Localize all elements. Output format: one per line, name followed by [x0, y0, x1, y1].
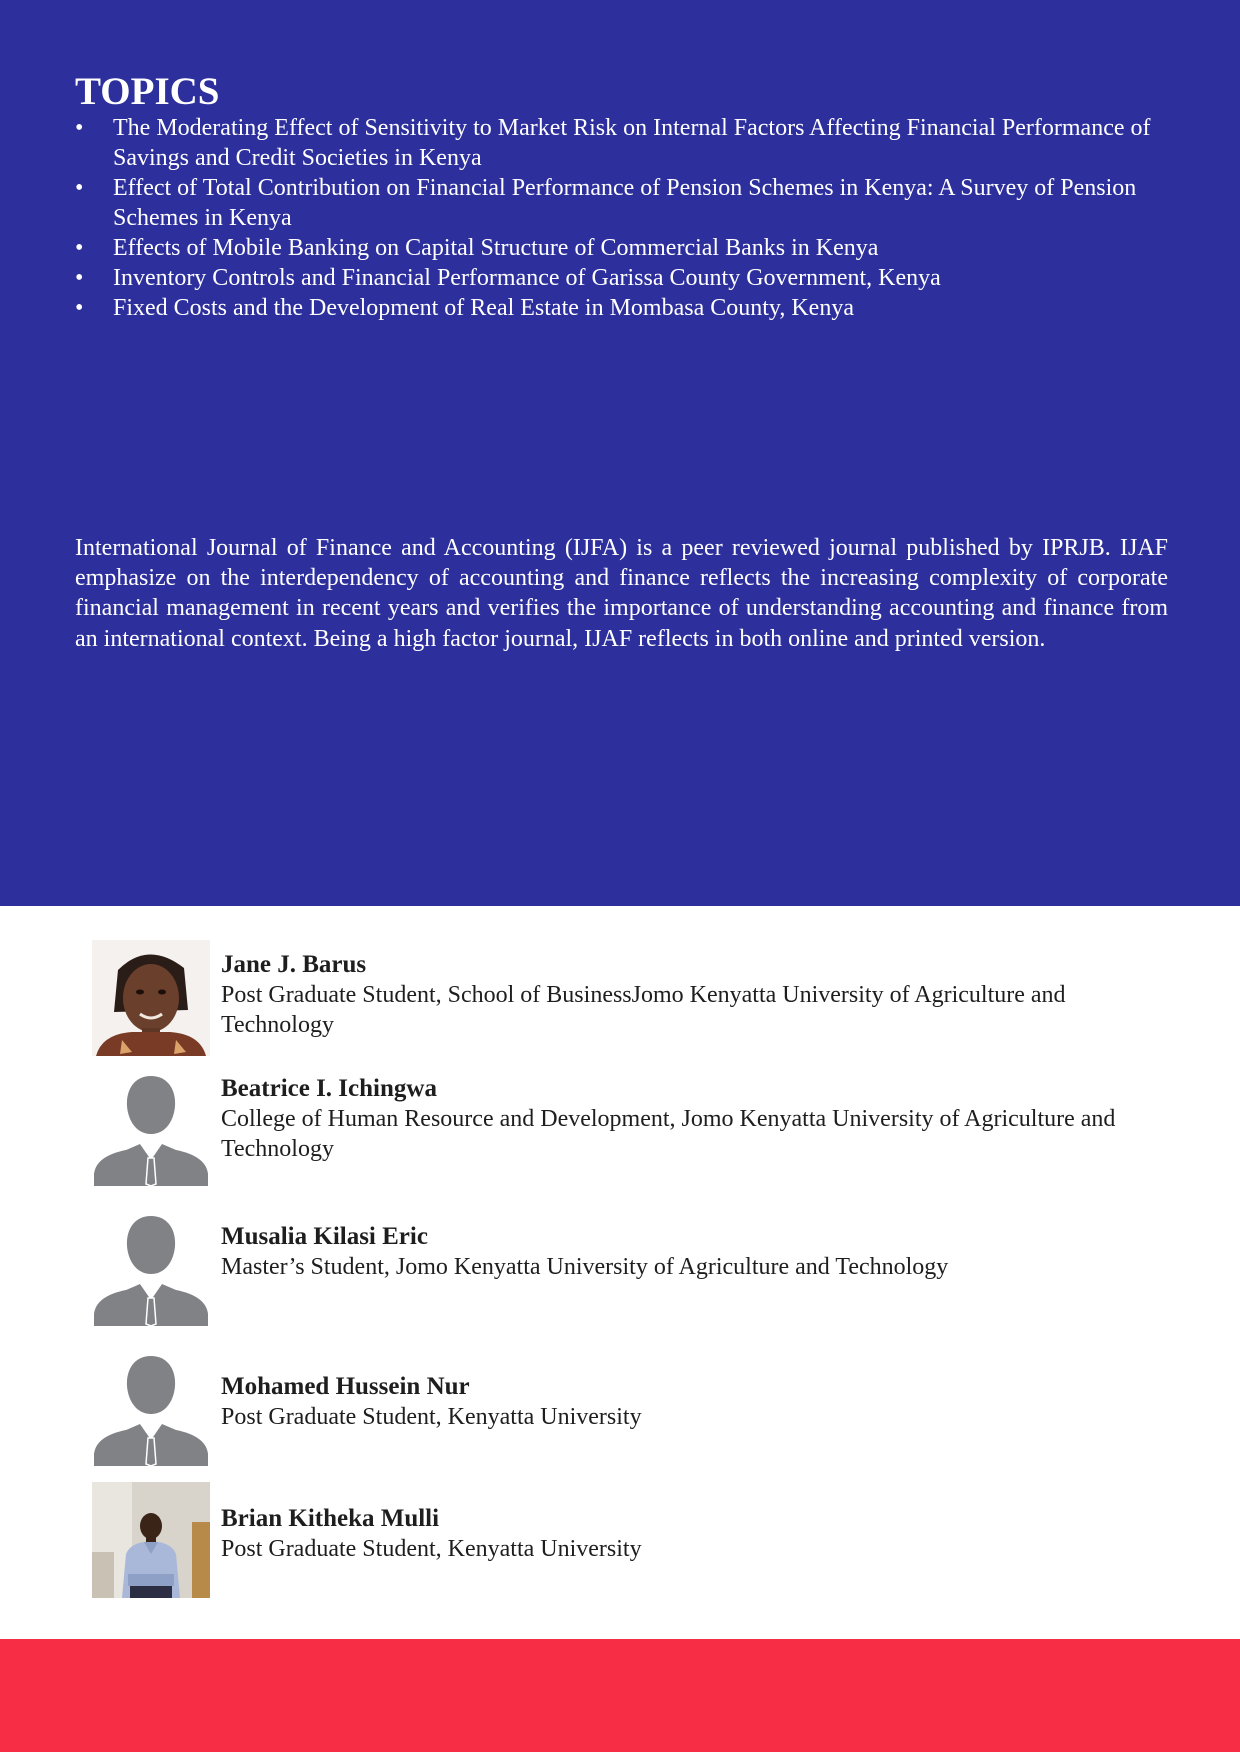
avatar-placeholder-icon — [92, 1070, 210, 1186]
bullet-icon: • — [75, 265, 84, 291]
topic-text: The Moderating Effect of Sensitivity to Market Risk on Internal Factors Affecting Financial Performance of Savings and Credit Societies in Kenya — [113, 115, 1151, 171]
footer-band — [0, 1639, 1240, 1752]
author-card — [92, 1200, 1172, 1320]
author-affiliation: Post Graduate Student, Kenyatta University — [221, 1404, 642, 1430]
author-affiliation: Post Graduate Student, School of BusinessJomo Kenyatta University of Agriculture and Technology — [221, 982, 1066, 1038]
topic-item — [75, 113, 1168, 173]
author-name: Jane J. Barus — [221, 951, 367, 978]
topic-text: Fixed Costs and the Development of Real Estate in Mombasa County, Kenya — [113, 295, 854, 321]
topics-title: TOPICS — [75, 70, 220, 113]
author-affiliation: College of Human Resource and Development, Jomo Kenyatta University of Agriculture and Technology — [221, 1106, 1116, 1162]
author-card — [92, 1064, 1172, 1184]
author-photo — [92, 1482, 210, 1598]
journal-description: International Journal of Finance and Accounting (IJFA) is a peer reviewed journal published by IPRJB. IJAF emphasize on the interdependency of accounting and finance reflects the increasing complexity of corporate financial management in recent years and verifies the importance of understanding accounting and finance from an international context. Being a high factor journal, IJAF reflects in both online and printed version. — [75, 535, 1168, 652]
bullet-icon: • — [75, 235, 84, 261]
author-name: Brian Kitheka Mulli — [221, 1505, 440, 1532]
topic-text: Effects of Mobile Banking on Capital Structure of Commercial Banks in Kenya — [113, 235, 879, 261]
author-photo — [92, 940, 210, 1056]
author-name: Musalia Kilasi Eric — [221, 1223, 428, 1250]
topic-item — [75, 173, 1168, 233]
topic-text: Effect of Total Contribution on Financial Performance of Pension Schemes in Kenya: A Survey of Pension Schemes in Kenya — [113, 175, 1137, 231]
topic-item — [75, 263, 1168, 293]
topic-item — [75, 233, 1168, 263]
avatar-placeholder-icon — [92, 1350, 210, 1466]
topics-list — [75, 113, 1168, 323]
topic-item — [75, 293, 1168, 323]
avatar-placeholder-icon — [92, 1210, 210, 1326]
author-card — [92, 1482, 1172, 1602]
topic-text: Inventory Controls and Financial Performance of Garissa County Government, Kenya — [113, 265, 941, 291]
author-name: Beatrice I. Ichingwa — [221, 1075, 437, 1102]
author-affiliation: Master’s Student, Jomo Kenyatta University of Agriculture and Technology — [221, 1254, 949, 1280]
author-card — [92, 1350, 1172, 1470]
author-affiliation: Post Graduate Student, Kenyatta University — [221, 1536, 642, 1562]
author-name: Mohamed Hussein Nur — [221, 1373, 470, 1400]
bullet-icon: • — [75, 175, 84, 201]
bullet-icon: • — [75, 115, 84, 141]
author-card — [92, 940, 1172, 1060]
bullet-icon: • — [75, 295, 84, 321]
